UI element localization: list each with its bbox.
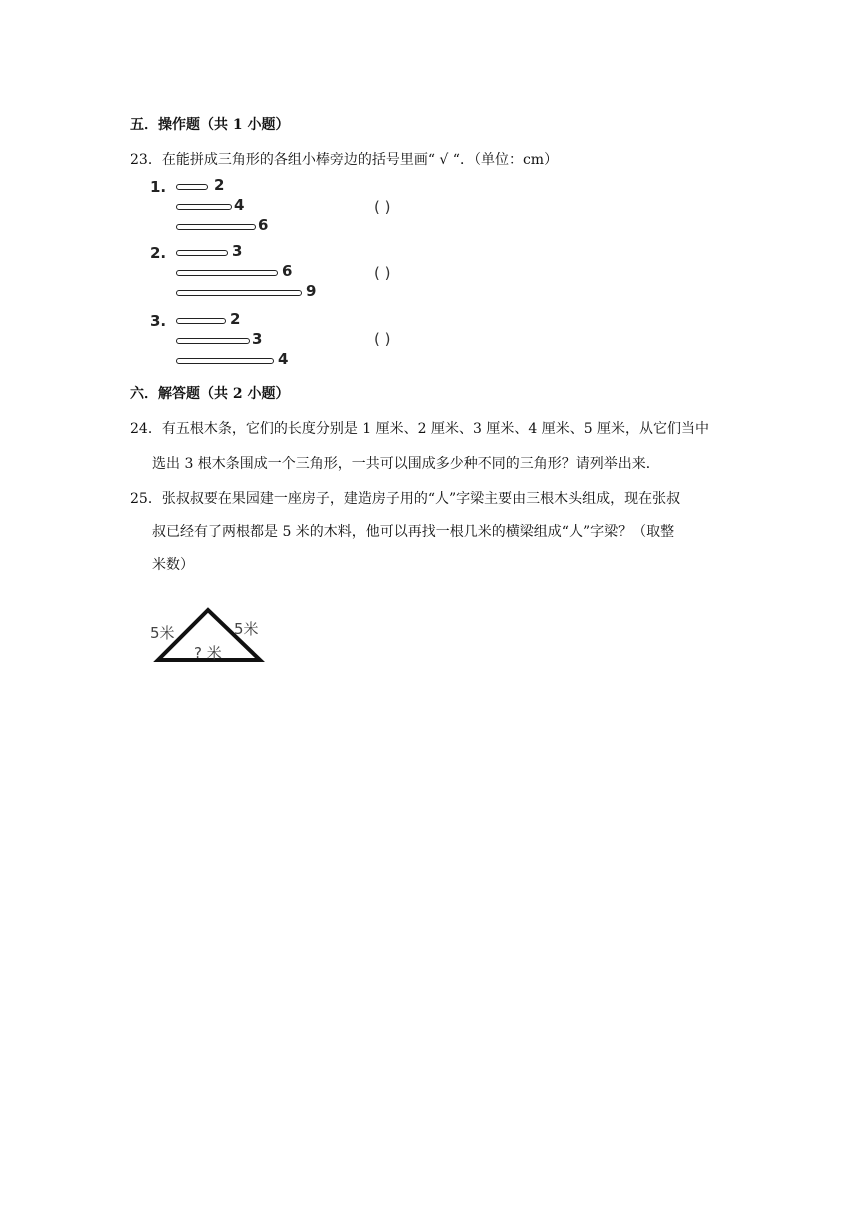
question-25-line3: 米数）: [152, 557, 194, 573]
stick: [176, 184, 208, 190]
stick: [176, 358, 274, 364]
stick: [176, 250, 228, 256]
stick-length: 3: [232, 242, 243, 260]
stick-length: 2: [214, 176, 225, 194]
group-3-label: 3.: [150, 312, 167, 330]
left-side-label: 5米: [150, 624, 175, 642]
group-2-label: 2.: [150, 244, 167, 262]
section5-title: 五．操作题（共 1 小题）: [130, 117, 290, 133]
stick-groups-figure: [148, 172, 448, 372]
question-24-line1: 24．有五根木条，它们的长度分别是 1 厘米、2 厘米、3 厘米、4 厘米、5 厘米，从它们当中: [130, 421, 710, 437]
right-side-label: 5米: [234, 620, 259, 638]
question-23: 23．在能拼成三角形的各组小棒旁边的括号里画“ √ “．（单位：cm）: [130, 152, 559, 168]
stick-length: 4: [278, 350, 289, 368]
stick: [176, 270, 278, 276]
question-25-line2: 叔已经有了两根都是 5 米的木料，他可以再找一根几米的横梁组成“人”字梁？（取整: [152, 524, 675, 540]
answer-paren-2: ( ): [374, 264, 391, 282]
stick-length: 4: [234, 196, 245, 214]
answer-paren-3: ( ): [374, 330, 391, 348]
question-25-line1: 25．张叔叔要在果园建一座房子，建造房子用的“人”字梁主要由三根木头组成，现在张叔: [130, 491, 681, 507]
question-24-line2: 选出 3 根木条围成一个三角形，一共可以围成多少种不同的三角形？请列举出来．: [152, 456, 660, 472]
stick-length: 2: [230, 310, 241, 328]
answer-paren-1: ( ): [374, 198, 391, 216]
stick-length: 3: [252, 330, 263, 348]
section6-title: 六．解答题（共 2 小题）: [130, 386, 290, 402]
bottom-side-label: ? 米: [194, 644, 222, 662]
stick: [176, 204, 232, 210]
roof-triangle-figure: [148, 596, 268, 666]
stick-length: 6: [258, 216, 269, 234]
stick-length: 9: [306, 282, 317, 300]
stick: [176, 290, 302, 296]
group-1-label: 1.: [150, 178, 167, 196]
stick: [176, 338, 250, 344]
stick: [176, 224, 256, 230]
stick-length: 6: [282, 262, 293, 280]
stick: [176, 318, 226, 324]
